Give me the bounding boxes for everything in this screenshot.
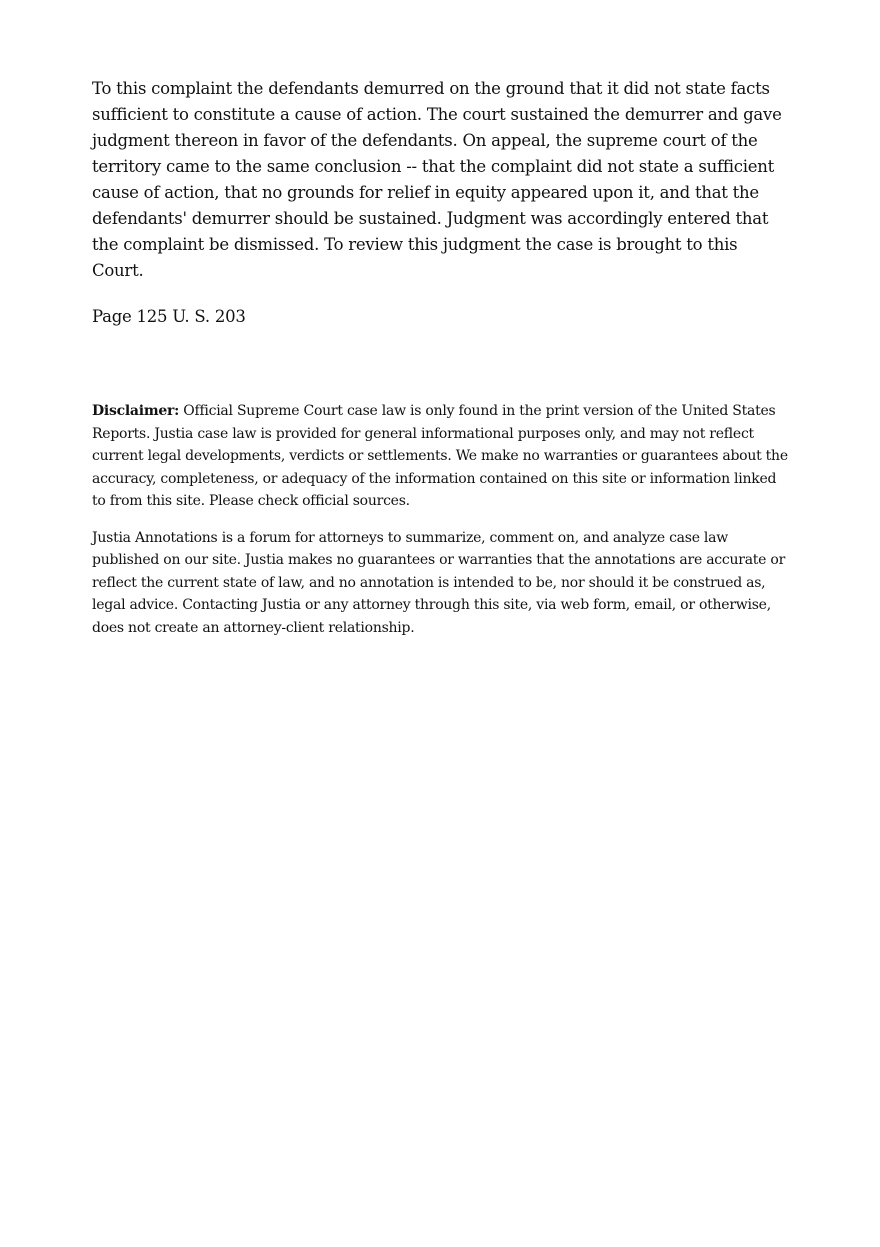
annotations-notice: Justia Annotations is a forum for attorneys to summarize, comment on, and analyze case law published on our site. Justia makes no guarantees or warranties that the annotations are accurate or reflect the current state of law, and no annotation is intended to be, nor should it be construed as, legal advice. Contacting Justia or any attorney through this site, via web form, email, or otherwise, does not create an attorney-client relationship. — [92, 529, 786, 636]
disclaimer-section — [92, 400, 792, 639]
page-reference: Page 125 U. S. 203 — [92, 307, 246, 326]
opinion-paragraph: To this complaint the defendants demurred on the ground that it did not state facts sufficient to constitute a cause of action. The court sustained the demurrer and gave judgment thereon in favor of the defendants. On appeal, the supreme court of the territory came to the same conclusion -- that the complaint did not state a sufficient cause of action, that no grounds for relief in equity appeared upon it, and that the defendants' demurrer should be sustained. Judgment was accordingly entered that the complaint be dismissed. To review this judgment the case is brought to this Court. — [92, 79, 782, 280]
disclaimer-text: Official Supreme Court case law is only found in the print version of the United States Reports. Justia case law is provided for general informational purposes only, and may not reflect current legal developments, verdicts or settlements. We make no warranties or guarantees about the accuracy, completeness, or adequacy of the information contained on this site or information linked to from this site. Please check official sources. — [92, 403, 788, 509]
disclaimer-label: Disclaimer: — [92, 403, 180, 419]
disclaimer-paragraph — [92, 400, 792, 513]
document-page — [92, 76, 792, 653]
